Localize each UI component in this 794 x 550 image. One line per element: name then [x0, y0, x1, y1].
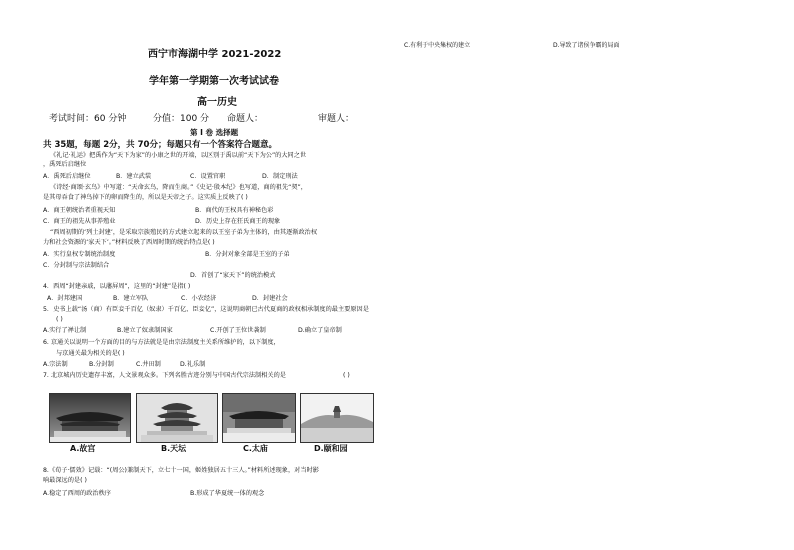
q1-stem-line1: 《礼记·礼运》把禹作为“天下为家”的小康之世的开端，以区别于禹以前“天下为公”的大同之世 [50, 152, 307, 159]
exam-time: 考试时间：60 分钟 [49, 114, 127, 124]
q4-stem: 4．西周“封建亲戚，以藩屏周”，这里的“封建”是指( ) [43, 283, 191, 290]
q7-answer-paren: ( ) [343, 372, 350, 379]
photo-forbidden-city [49, 393, 131, 443]
instructions: 共 35题，每题 2分，共 70分；每题只有一个答案符合题意。 [43, 140, 277, 150]
q2-stem-line1: 《诗经·商颂·玄鸟》中写道：“天命玄鸟，降而生商。”《史记·殷本纪》也写道，商的祖先“契”， [50, 184, 307, 191]
q6-stem-line1: 6. 京通关以说明一个方面的目的与方法就是是由宗法制度主关系所维护的，以下制度， [43, 339, 280, 346]
q8-option-d: D.导致了诸侯争霸的局面 [553, 42, 620, 49]
q1-option-d: D．制定刑法 [262, 173, 298, 180]
q5-option-a: A.实行了禅让制 [43, 327, 87, 334]
q4-option-d: D．封建社会 [252, 295, 288, 302]
photo-caption-c: C.太庙 [243, 444, 268, 453]
q6-option-d: D.礼乐制 [180, 361, 206, 368]
exam-reviewer: 审题人： [318, 114, 355, 124]
section-title: 第 I 卷 选择题 [190, 128, 239, 137]
q6-option-b: B.分封制 [89, 361, 114, 368]
q3-option-b: B．分封对象全部是王室的子弟 [205, 251, 290, 258]
q2-option-b: B．商代的王权具有神秘色彩 [195, 207, 274, 214]
q5-option-b: B.建立了奴隶制国家 [117, 327, 173, 334]
q8-option-a: A.稳定了西周的政治秩序 [43, 490, 111, 497]
q5-option-c: C.开创了王位世袭制 [210, 327, 266, 334]
q5-option-d: D.确立了皇帝制 [298, 327, 342, 334]
q1-option-a: A．禹死后启继位 [43, 173, 91, 180]
q3-option-d: D．首创了“家天下”的统治模式 [190, 272, 276, 279]
photo-summer-palace [300, 393, 374, 443]
q6-option-c: C.井田制 [136, 361, 161, 368]
photo-caption-a: A.故宫 [70, 444, 96, 453]
photo-caption-d: D.颐和园 [314, 444, 348, 453]
q8-stem-line1: 8.《荀子·儒效》记载：“(周公)兼制天下，立七十一国，姬姓独居五十三人。”材料所述现象，对当时影 [43, 467, 319, 474]
q6-stem-line2: 与京通关最为相关的是( ) [56, 350, 125, 357]
school-title: 西宁市海湖中学 2021-2022 [148, 49, 282, 60]
q7-stem: 7. 北京城内历史遗存丰富，人文景观众多。下列名胜古迹分别与中国古代宗法制相关的是 [43, 372, 286, 379]
q3-stem-line2: 力和社会资源的‘家天下’。”材料反映了西周时期的统治特点是( ) [43, 239, 215, 246]
exam-setter: 命题人： [227, 114, 264, 124]
q2-option-c: C．商王的祖先从事养殖业 [43, 218, 116, 225]
q1-option-b: B．建立武装 [116, 173, 152, 180]
subject-title: 高一历史 [197, 97, 237, 108]
photo-temple-of-heaven [136, 393, 218, 443]
q2-option-a: A．商王朝统治者重视天知 [43, 207, 116, 214]
q4-option-b: B．建立军队 [113, 295, 149, 302]
q4-option-c: C．小农经济 [181, 295, 217, 302]
q5-stem-line1: 5．史书上载“汤（商）有臣妾千百亿（奴隶）千百亿、臣妾亿”，这说明商朝已古代夏商的政权相承制度的最主要原因是 [43, 306, 369, 313]
q8-option-c: C.有利于中央集权的建立 [404, 42, 471, 49]
q1-option-c: C．设置官职 [190, 173, 226, 180]
q3-option-a: A．实行皇权专制统治制度 [43, 251, 116, 258]
q2-stem-line2: 是其母吞食了神鸟掉下的卵而降生的，所以是天帝之子。这实质上反映了( ) [43, 194, 248, 201]
q1-stem-line2: ，禹死后启继位 [43, 161, 87, 168]
photo-caption-b: B.天坛 [161, 444, 187, 453]
q8-option-b: B.形成了华夏统一体的观念 [190, 490, 265, 497]
q3-option-c: C．分封制与宗法制结合 [43, 262, 110, 269]
q4-option-a: A．封邦建国 [47, 295, 83, 302]
q5-stem-line2: ( ) [56, 316, 63, 323]
q6-option-a: A.宗法制 [43, 361, 68, 368]
exam-score: 分值：100 分 [153, 114, 210, 124]
q3-stem-line1: “西周初期的‘列土封建’，是采取宗族殖民的方式建立起来的以王室子弟为主体的，由其逐渐政治权 [50, 229, 318, 236]
photo-ancestral-temple [222, 393, 296, 443]
q2-option-d: D．历史上存在狂氏商王的现象 [195, 218, 281, 225]
exam-title: 学年第一学期第一次考试试卷 [149, 76, 279, 87]
q8-stem-line2: 响最深远的是( ) [43, 477, 87, 484]
